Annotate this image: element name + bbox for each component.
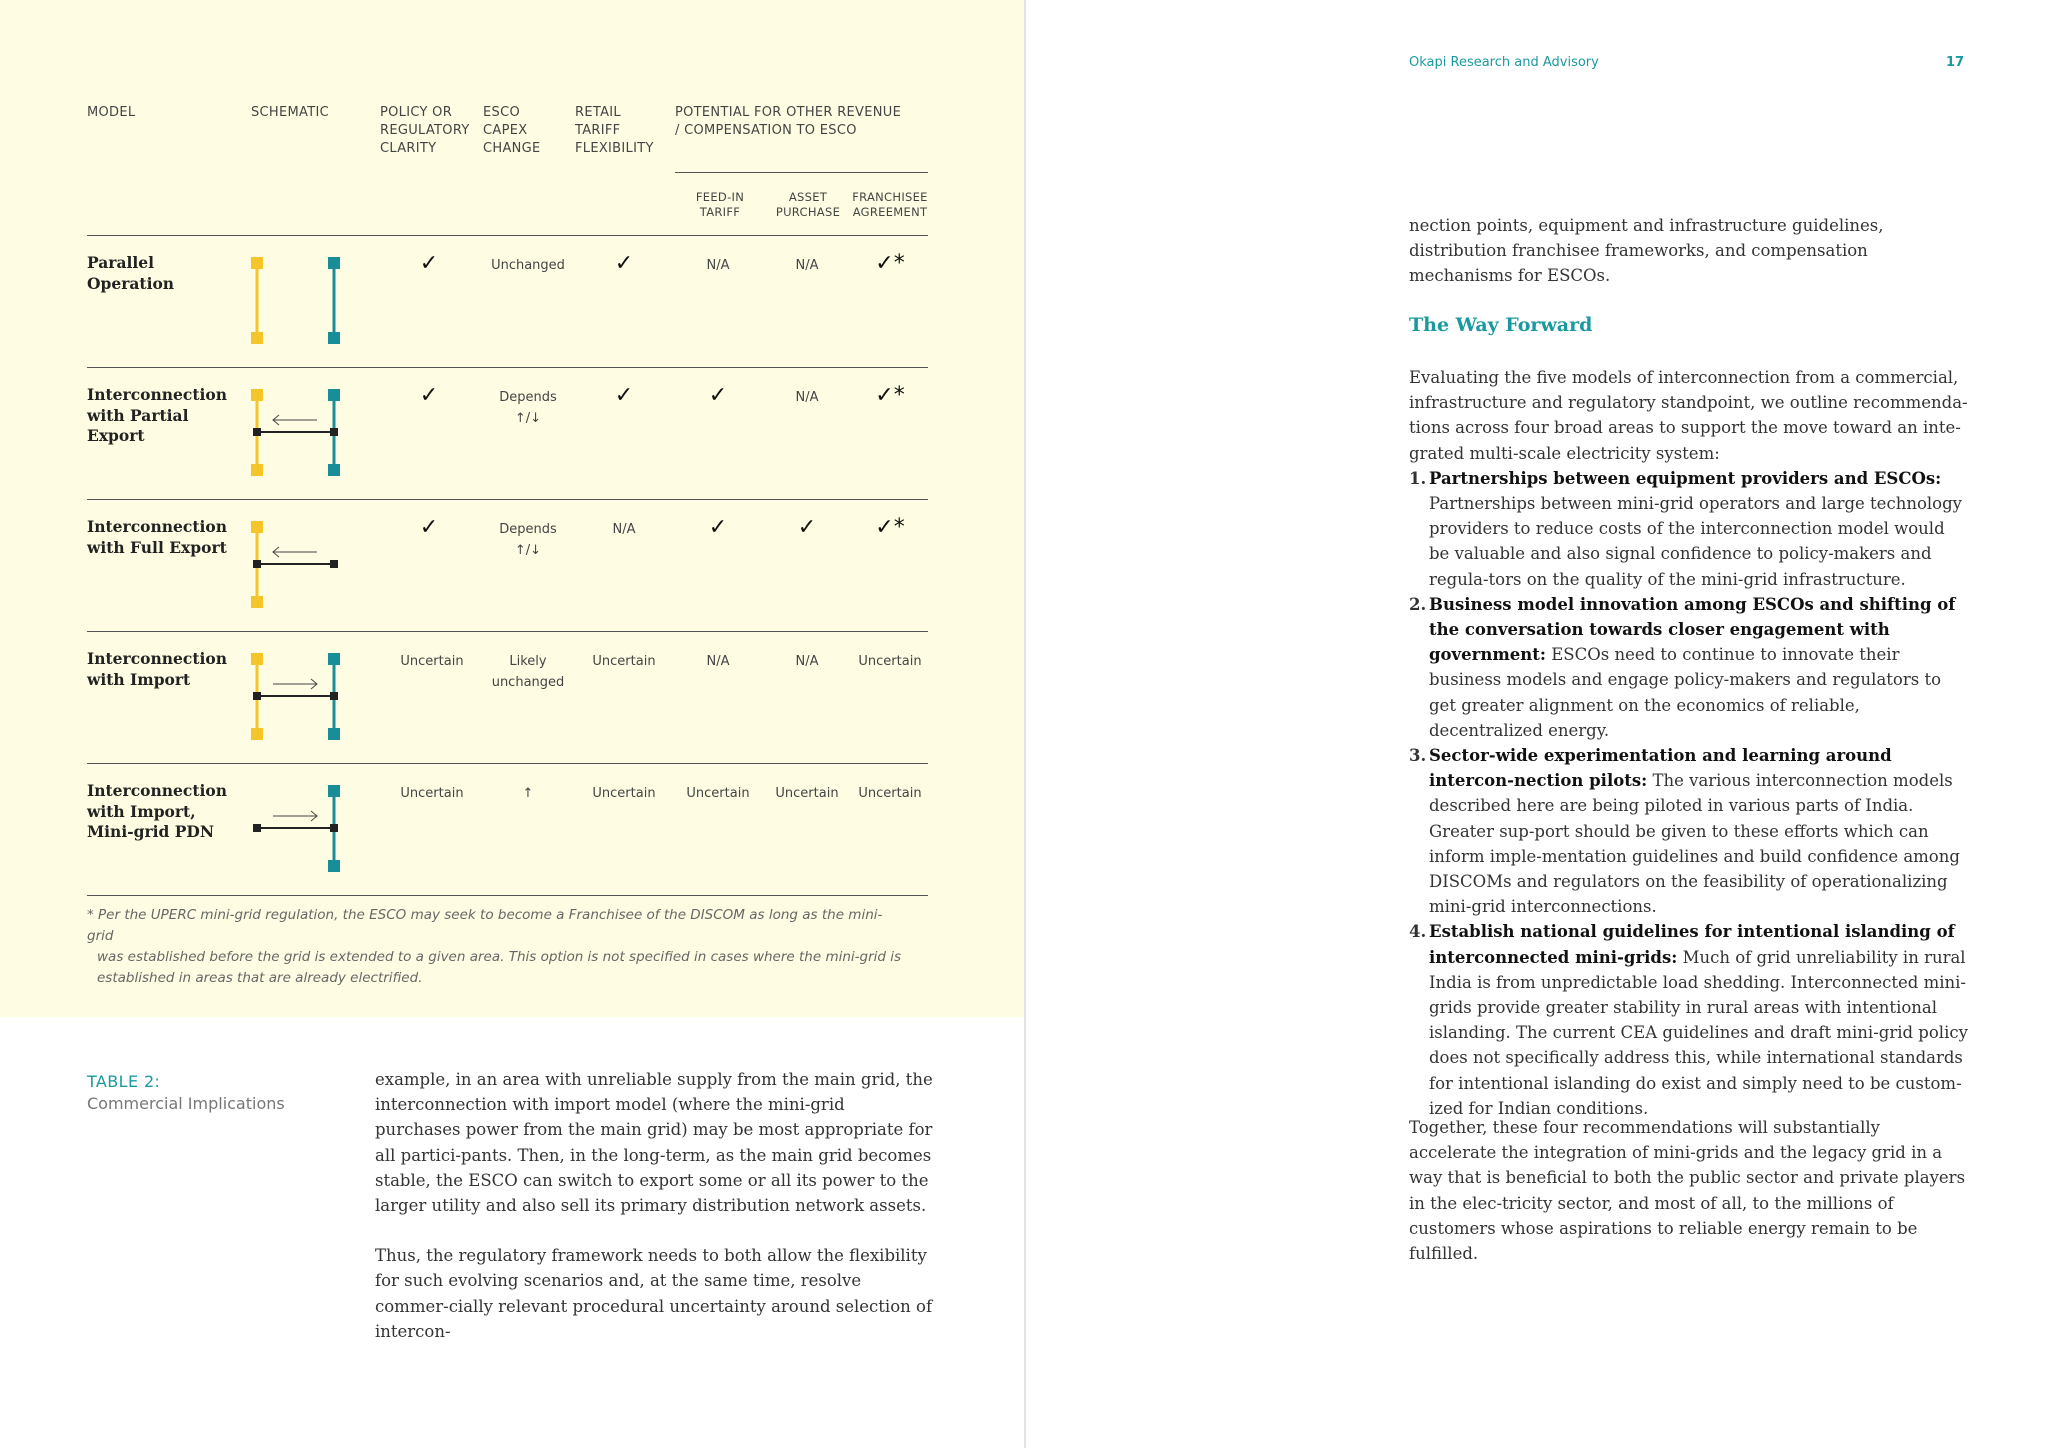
recommendation-list (1409, 466, 1969, 1121)
row-divider (87, 367, 928, 368)
header-retail-tariff: RETAIL TARIFF FLEXIBILITY (575, 105, 654, 156)
table-cell-franchisee: Uncertain (858, 786, 922, 801)
table-cell-policy: ✓ (419, 515, 439, 540)
table-cell-franchisee: ✓* (875, 251, 905, 276)
row-divider (87, 499, 928, 500)
table-cell-policy: ✓ (419, 251, 439, 276)
footnote-line: was established before the grid is extended to a given area. This option is not specified in cases where the mini-grid is (97, 949, 902, 965)
list-number: 1. (1409, 468, 1427, 488)
table-cell-esco: Unchanged (491, 258, 565, 273)
table-cell-feed-in: Uncertain (686, 786, 750, 801)
row-divider (87, 895, 928, 896)
table-cell-feed-in: ✓ (708, 515, 728, 540)
list-item (1409, 466, 1969, 592)
table-row-model: Interconnection with Import (87, 649, 227, 689)
table-cell-retail: Uncertain (592, 786, 656, 801)
table-cell-esco: Depends ↑/↓ (499, 522, 557, 558)
schematic-import (245, 646, 345, 746)
table-row-model: Interconnection with Import, Mini-grid PDN (87, 781, 227, 841)
table-cell-policy: ✓ (419, 383, 439, 408)
page-number: 17 (1946, 55, 1965, 70)
table-footnote (87, 905, 907, 989)
list-item (1409, 919, 1969, 1121)
table-cell-franchisee: ✓* (875, 383, 905, 408)
table-cell-esco: Likely unchanged (491, 654, 565, 690)
schematic-full-export (245, 514, 345, 614)
table-cell-feed-in: N/A (706, 654, 730, 669)
table-cell-franchisee: ✓* (875, 515, 905, 540)
list-item (1409, 592, 1969, 743)
table-row-model: Interconnection with Full Export (87, 517, 227, 557)
table-cell-asset: Uncertain (775, 786, 839, 801)
table-cell-feed-in: ✓ (708, 383, 728, 408)
list-item (1409, 743, 1969, 919)
row-divider (87, 235, 928, 236)
table-cell-retail: ✓ (614, 383, 634, 408)
table-cell-asset: N/A (795, 654, 819, 669)
table-cell-retail: Uncertain (592, 654, 656, 669)
recommendation-title: Business model innovation among ESCOs and shifting of the conversation towards closer engagement with government: (1429, 594, 1956, 665)
way-forward-body (1409, 365, 1969, 1121)
list-number: 2. (1409, 594, 1427, 614)
recommendation-text: Much of grid unreliability in rural India is from unpredictable load shedding. Interconnected mini-grids provide greater stability in rural areas with intentional islanding. The current CEA guidelines and draft mini-grid policy does not specifically address this, while international standards for intentional islanding do exist and simply need to be custom-ized for Indian conditions. (1429, 947, 1968, 1118)
recommendation-text: The various interconnection models described here are being piloted in various parts of India. Greater sup-port should be given to these efforts which can inform imple-mentation guidelines and build confidence among DISCOMs and regulators on the feasibility of operationalizing mini-grid interconnections. (1429, 771, 1960, 917)
list-number: 3. (1409, 746, 1427, 766)
schematic-parallel-operation (245, 250, 345, 350)
table-cell-policy: Uncertain (400, 786, 464, 801)
table-cell-policy: Uncertain (400, 654, 464, 669)
footnote-line: * Per the UPERC mini-grid regulation, the ESCO may seek to become a Franchisee of the DISCOM as long as the mini-grid (87, 907, 883, 944)
header-potential-revenue: POTENTIAL FOR OTHER REVENUE / COMPENSATION TO ESCO (675, 105, 902, 138)
table-row-model: Interconnection with Partial Export (87, 385, 227, 445)
table-label: TABLE 2: (87, 1072, 161, 1091)
row-divider (87, 763, 928, 764)
closing-paragraph (1409, 1115, 1969, 1266)
recommendation-title: Partnerships between equipment providers and ESCOs: (1429, 468, 1942, 488)
table-cell-retail: N/A (612, 522, 636, 537)
paragraph: Together, these four recommendations will substantially accelerate the integration of mini-grids and the legacy grid in a way that is beneficial to both the public sector and private players in the elec-tricity sector, and most of all, to the millions of customers whose aspirations to reliable energy remain to be fulfilled. (1409, 1118, 1966, 1264)
table-row-model: Parallel Operation (87, 253, 175, 293)
schematic-partial-export (245, 382, 345, 482)
table-cell-retail: ✓ (614, 251, 634, 276)
intro-paragraph (1409, 213, 1969, 289)
section-title: The Way Forward (1409, 314, 1593, 336)
left-body-text (375, 1067, 935, 1369)
subheader-franchisee: FRANCHISEE AGREEMENT (852, 190, 928, 219)
recommendation-title: Sector-wide experimentation and learning around intercon-nection pilots: (1429, 746, 1892, 791)
recommendation-text: Partnerships between mini-grid operators and large technology providers to reduce costs of the interconnection model would be valuable and also signal confidence to policy-makers and regula-tors on the quality of the mini-grid infrastructure. (1429, 494, 1962, 589)
header-schematic: SCHEMATIC (251, 105, 329, 120)
header-model: MODEL (87, 105, 136, 120)
subheader-feed-in: FEED-IN TARIFF (695, 190, 745, 219)
recommendation-title: Establish national guidelines for intentional islanding of interconnected mini-grids: (1429, 922, 1955, 967)
recommendation-text: ESCOs need to continue to innovate their business models and engage policy-makers and regulators to get greater alignment on the economics of reliable, decentralized energy. (1429, 645, 1942, 740)
table-cell-feed-in: N/A (706, 258, 730, 273)
running-head: Okapi Research and Advisory (1409, 55, 1599, 70)
table-cell-esco: ↑ (522, 786, 534, 801)
schematic-import-pdn (245, 778, 345, 878)
list-number: 4. (1409, 922, 1427, 942)
table-cell-franchisee: Uncertain (858, 654, 922, 669)
table-caption: Commercial Implications (87, 1094, 285, 1113)
header-esco-capex: ESCO CAPEX CHANGE (483, 105, 541, 156)
paragraph: Thus, the regulatory framework needs to both allow the flexibility for such evolving scenarios and, at the same time, resolve commer-cially relevant procedural uncertainty around selection of intercon- (375, 1246, 933, 1341)
row-divider (87, 631, 928, 632)
table-cell-asset: ✓ (797, 515, 817, 540)
table-cell-asset: N/A (795, 258, 819, 273)
subheader-asset: ASSET PURCHASE (775, 190, 841, 219)
paragraph: Evaluating the five models of interconnection from a commercial, infrastructure and regulatory standpoint, we outline recommenda-tions across four broad areas to support the move toward an inte-grated multi-scale electricity system: (1409, 368, 1968, 463)
footnote-line: established in areas that are already electrified. (97, 970, 423, 986)
header-divider (675, 172, 928, 173)
paragraph: example, in an area with unreliable supply from the main grid, the interconnection with import model (where the mini-grid purchases power from the main grid) may be most appropriate for all partici-pants. Then, in the long-term, as the main grid becomes stable, the ESCO can switch to export some or all its power to the larger utility and also sell its primary distribution network assets. (375, 1070, 933, 1216)
paragraph: nection points, equipment and infrastructure guidelines, distribution franchisee frameworks, and compensation mechanisms for ESCOs. (1409, 216, 1884, 286)
header-policy: POLICY OR REGULATORY CLARITY (380, 105, 470, 156)
table-cell-asset: N/A (795, 390, 819, 405)
table-cell-esco: Depends ↑/↓ (499, 390, 557, 426)
